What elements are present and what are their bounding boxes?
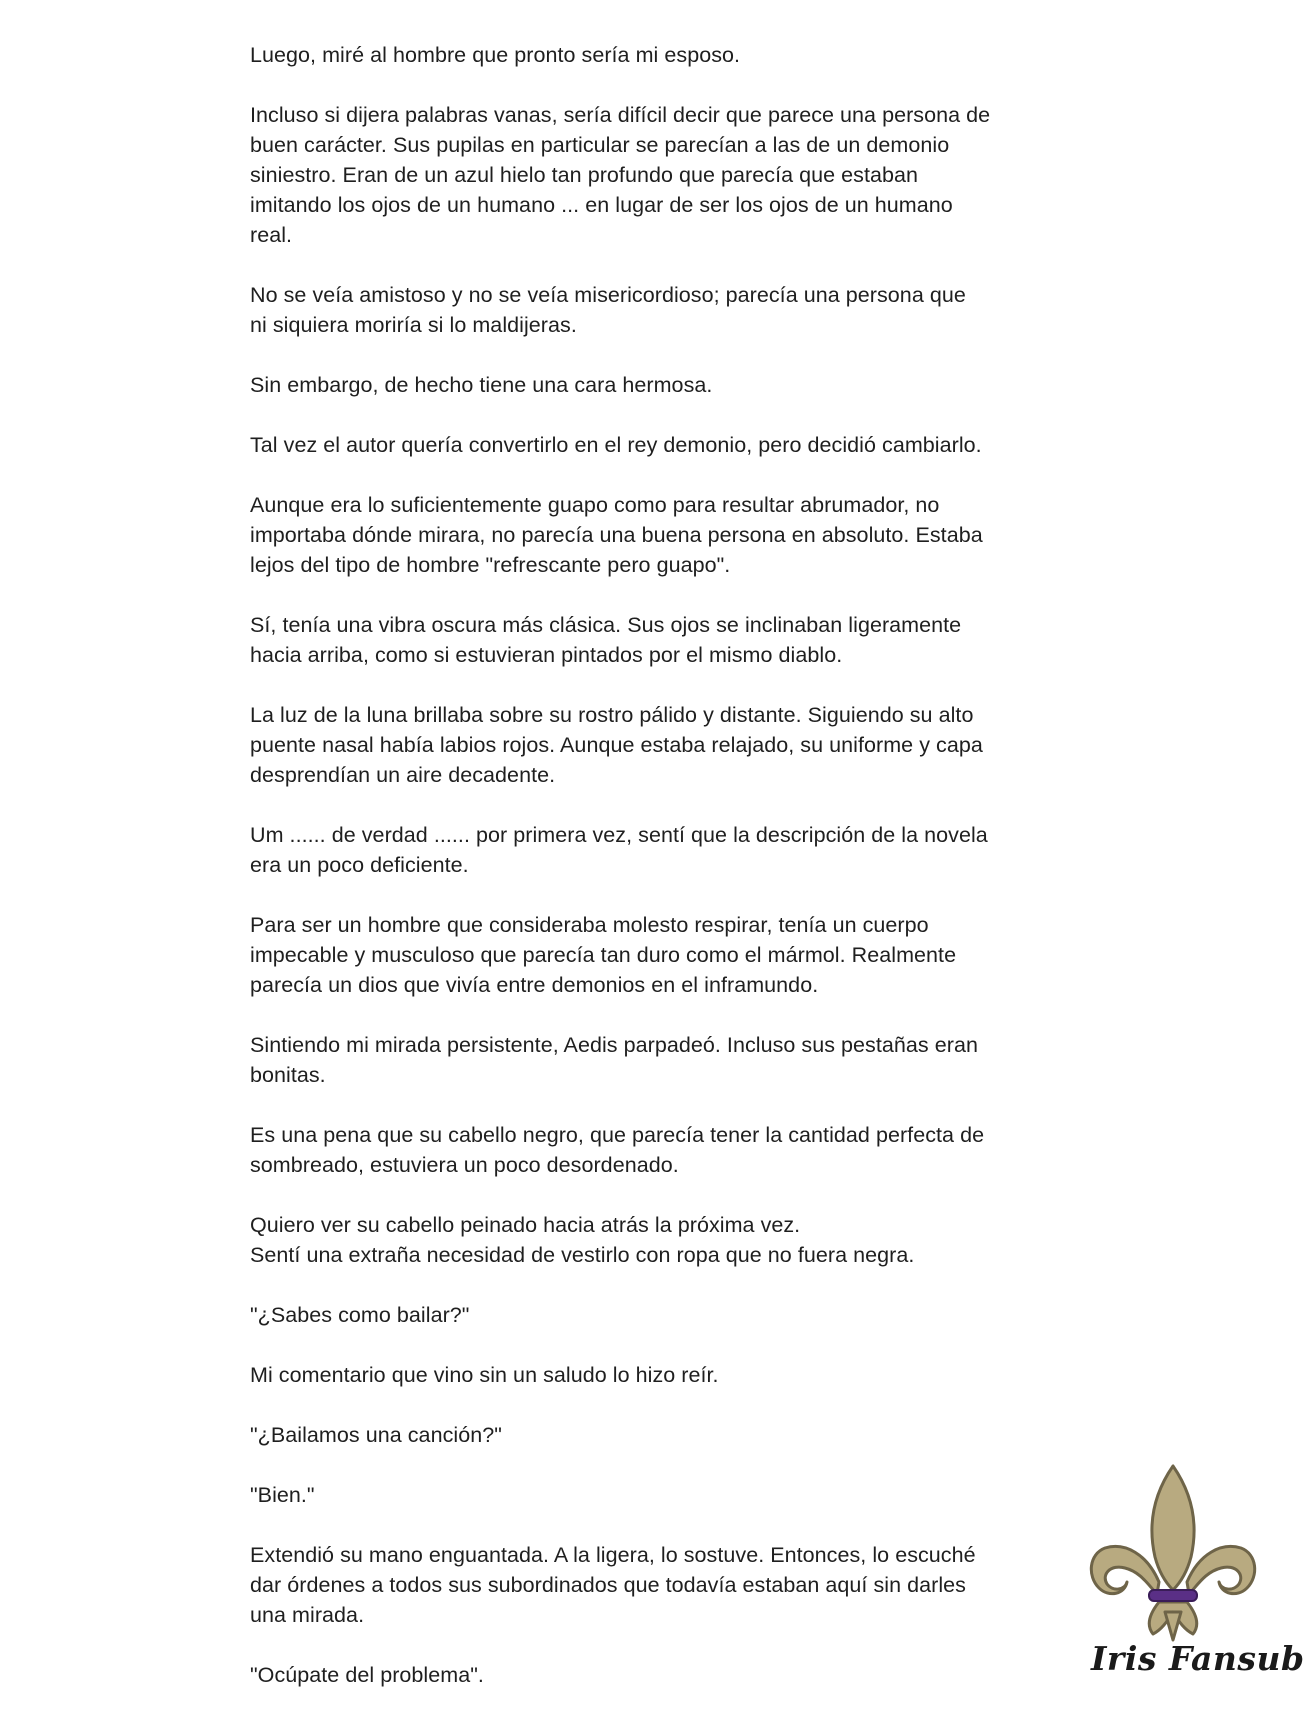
paragraph	[250, 40, 1050, 70]
text-line: Extendió su mano enguantada. A la ligera, lo sostuve. Entonces, lo escuché	[250, 1543, 976, 1567]
text-line: Sí, tenía una vibra oscura más clásica. Sus ojos se inclinaban ligeramente	[250, 613, 962, 637]
text-line: desprendían un aire decadente.	[250, 763, 556, 787]
paragraph	[250, 280, 1050, 340]
paragraph	[250, 700, 1050, 790]
text-line: "¿Sabes como bailar?"	[250, 1303, 470, 1327]
paragraph	[250, 430, 1050, 460]
text-line: Um ...... de verdad ...... por primera vez, sentí que la descripción de la novela	[250, 823, 988, 847]
text-line: lejos del tipo de hombre "refrescante pero guapo".	[250, 553, 731, 577]
paragraph	[250, 820, 1050, 880]
paragraph	[250, 610, 1050, 670]
paragraph	[250, 370, 1050, 400]
paragraph	[250, 1420, 1050, 1450]
watermark	[1085, 1462, 1305, 1702]
paragraph	[250, 490, 1050, 580]
text-line: Para ser un hombre que consideraba molesto respirar, tenía un cuerpo	[250, 913, 929, 937]
text-line: Sintiendo mi mirada persistente, Aedis parpadeó. Incluso sus pestañas eran	[250, 1033, 978, 1057]
text-line: Mi comentario que vino sin un saludo lo hizo reír.	[250, 1363, 719, 1387]
paragraph	[250, 1660, 1050, 1690]
text-line: una mirada.	[250, 1603, 365, 1627]
paragraph	[250, 1300, 1050, 1330]
text-line: Sentí una extraña necesidad de vestirlo con ropa que no fuera negra.	[250, 1243, 915, 1267]
text-line: dar órdenes a todos sus subordinados que todavía estaban aquí sin darles	[250, 1573, 966, 1597]
text-line: Es una pena que su cabello negro, que parecía tener la cantidad perfecta de	[250, 1123, 985, 1147]
paragraph	[250, 1360, 1050, 1390]
text-line: real.	[250, 223, 293, 247]
text-line: imitando los ojos de un humano ... en lugar de ser los ojos de un humano	[250, 193, 953, 217]
paragraph	[250, 910, 1050, 1000]
paragraph	[250, 1120, 1050, 1180]
watermark-text: Iris Fansub	[1091, 1639, 1305, 1678]
text-line: Luego, miré al hombre que pronto sería mi esposo.	[250, 43, 741, 67]
text-line: puente nasal había labios rojos. Aunque estaba relajado, su uniforme y capa	[250, 733, 983, 757]
text-line: bonitas.	[250, 1063, 326, 1087]
text-line: "Bien."	[250, 1483, 315, 1507]
document-body	[250, 40, 1050, 1720]
text-line: Tal vez el autor quería convertirlo en el rey demonio, pero decidió cambiarlo.	[250, 433, 982, 457]
text-line: Quiero ver su cabello peinado hacia atrás la próxima vez.	[250, 1213, 801, 1237]
text-line: "¿Bailamos una canción?"	[250, 1423, 502, 1447]
paragraph	[250, 1540, 1050, 1630]
text-line: buen carácter. Sus pupilas en particular se parecían a las de un demonio	[250, 133, 950, 157]
text-line: No se veía amistoso y no se veía misericordioso; parecía una persona que	[250, 283, 966, 307]
fleur-de-lis-icon	[1085, 1462, 1275, 1662]
text-line: era un poco deficiente.	[250, 853, 469, 877]
paragraph	[250, 1210, 1050, 1270]
text-line: sombreado, estuviera un poco desordenado.	[250, 1153, 679, 1177]
text-line: siniestro. Eran de un azul hielo tan profundo que parecía que estaban	[250, 163, 919, 187]
paragraph	[250, 100, 1050, 250]
text-line: Sin embargo, de hecho tiene una cara hermosa.	[250, 373, 713, 397]
text-line: importaba dónde mirara, no parecía una buena persona en absoluto. Estaba	[250, 523, 983, 547]
text-line: Incluso si dijera palabras vanas, sería difícil decir que parece una persona de	[250, 103, 991, 127]
text-line: La luz de la luna brillaba sobre su rostro pálido y distante. Siguiendo su alto	[250, 703, 974, 727]
text-line: hacia arriba, como si estuvieran pintados por el mismo diablo.	[250, 643, 843, 667]
text-line: ni siquiera moriría si lo maldijeras.	[250, 313, 577, 337]
text-line: parecía un dios que vivía entre demonios en el inframundo.	[250, 973, 819, 997]
paragraph	[250, 1030, 1050, 1090]
paragraph	[250, 1480, 1050, 1510]
text-line: Aunque era lo suficientemente guapo como para resultar abrumador, no	[250, 493, 940, 517]
text-line: impecable y musculoso que parecía tan duro como el mármol. Realmente	[250, 943, 957, 967]
text-line: "Ocúpate del problema".	[250, 1663, 484, 1687]
